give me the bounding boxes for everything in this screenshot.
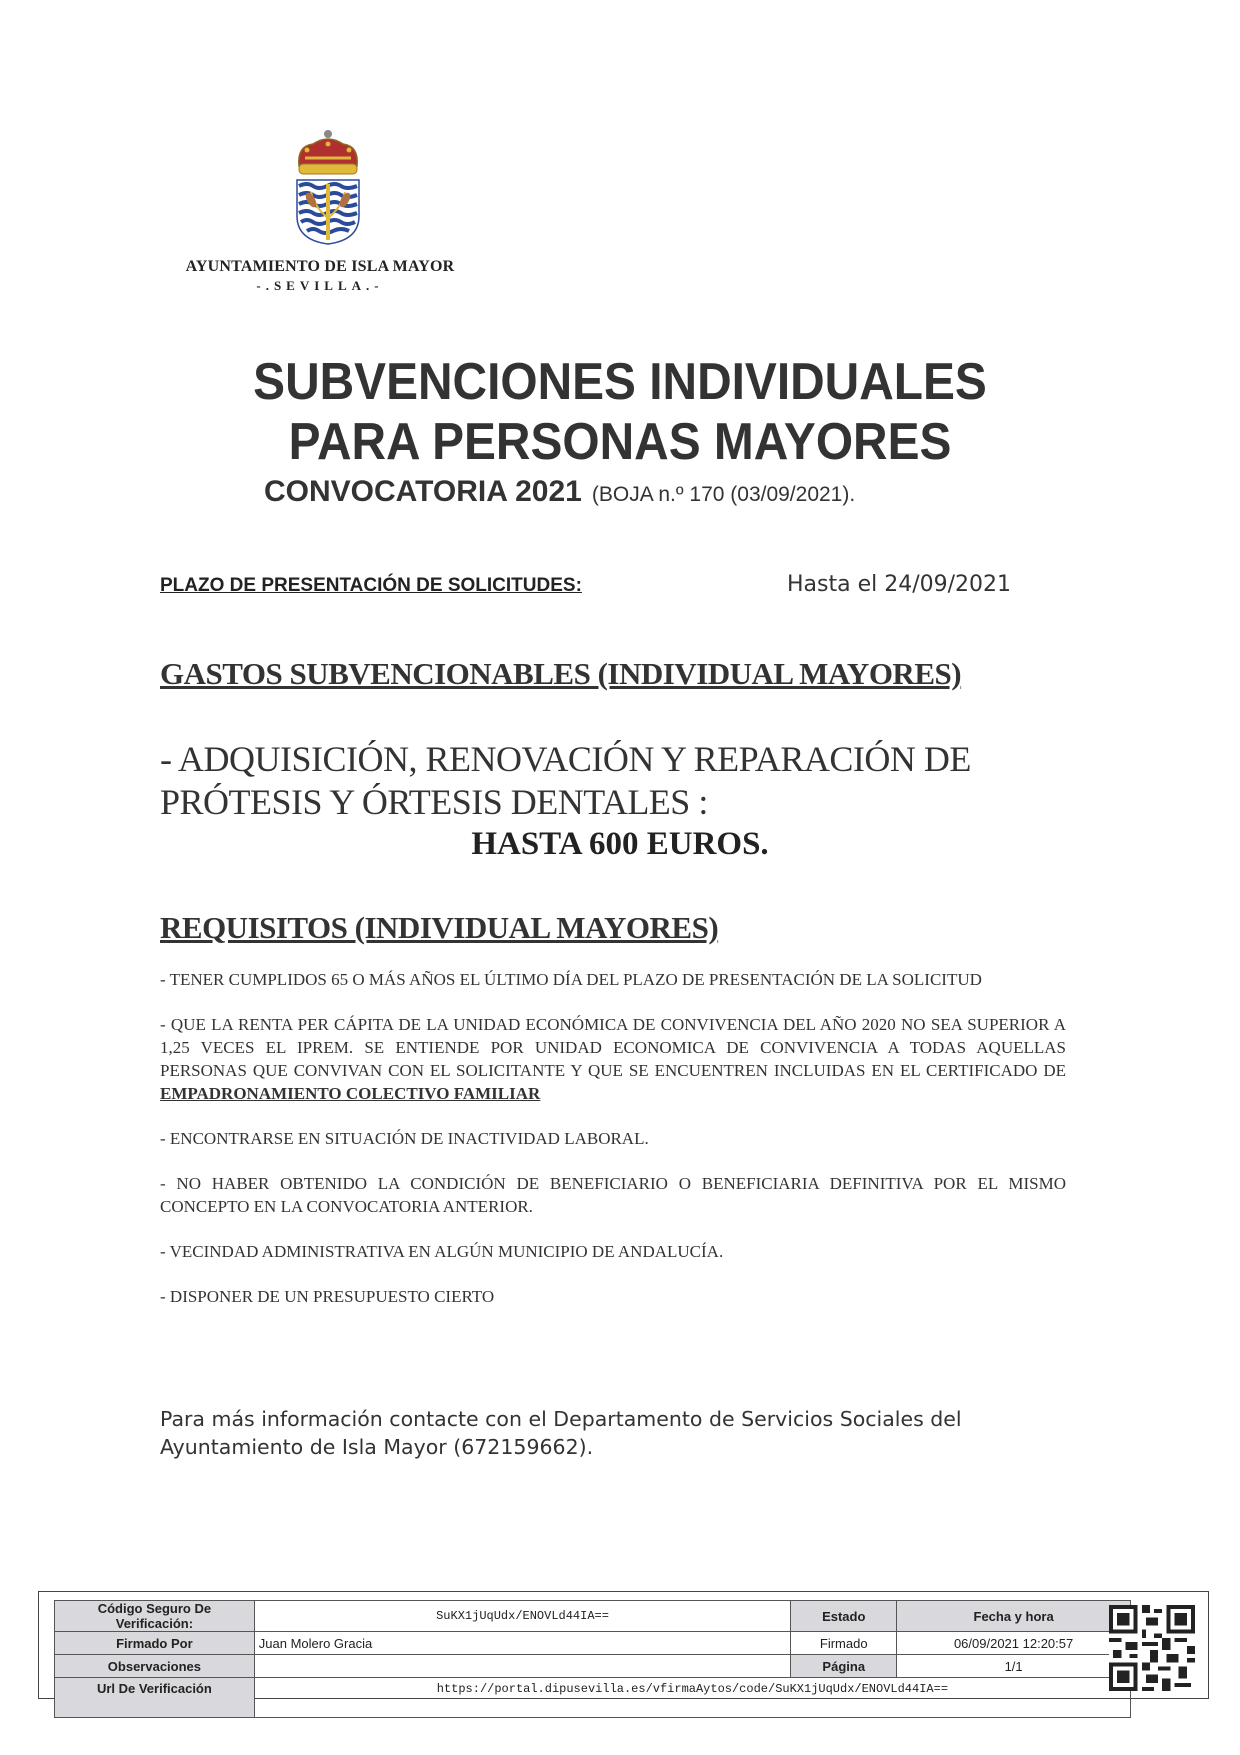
gastos-heading: GASTOS SUBVENCIONABLES (INDIVIDUAL MAYORES) — [160, 656, 962, 691]
url-value[interactable]: https://portal.dipusevilla.es/vfirmaAytos/code/SuKX1jUqUdx/ENOVLd44IA== — [254, 1678, 1130, 1718]
estado-label: Estado — [791, 1601, 897, 1632]
csv-label: Código Seguro De Verificación: — [55, 1601, 255, 1632]
observaciones-value — [254, 1655, 791, 1678]
observaciones-label: Observaciones — [55, 1655, 255, 1678]
requisito-item — [160, 1013, 1066, 1105]
coat-of-arms-icon — [293, 128, 363, 246]
gastos-amount: HASTA 600 EUROS. — [471, 826, 769, 862]
contact-info: Para más información contacte con el Departamento de Servicios Sociales del Ayuntamiento de Isla Mayor (672159662). — [160, 1407, 962, 1459]
estado-value: Firmado — [791, 1632, 897, 1655]
table-row — [55, 1601, 1131, 1632]
verification-table — [54, 1600, 1131, 1718]
url-label: Url De Verificación — [55, 1678, 255, 1718]
convocatoria-label: CONVOCATORIA 2021 — [264, 475, 582, 508]
fecha-value: 06/09/2021 12:20:57 — [897, 1632, 1131, 1655]
requisitos-heading: REQUISITOS (INDIVIDUAL MAYORES) — [160, 910, 719, 945]
requisito-item — [160, 1172, 1066, 1218]
table-row — [55, 1655, 1131, 1678]
pagina-value: 1/1 — [897, 1655, 1131, 1678]
requisito-text: - VECINDAD ADMINISTRATIVA EN ALGÚN MUNICIPIO DE ANDALUCÍA. — [160, 1242, 724, 1261]
csv-value: SuKX1jUqUdx/ENOVLd44IA== — [254, 1601, 791, 1632]
requisito-text: - ENCONTRARSE EN SITUACIÓN DE INACTIVIDAD LABORAL. — [160, 1129, 649, 1148]
gastos-item: - ADQUISICIÓN, RENOVACIÓN Y REPARACIÓN DE PRÓTESIS Y ÓRTESIS DENTALES : — [160, 739, 971, 822]
requisito-item — [160, 968, 1066, 991]
requisito-text: - TENER CUMPLIDOS 65 O MÁS AÑOS EL ÚLTIMO DÍA DEL PLAZO DE PRESENTACIÓN DE LA SOLICITUD — [160, 970, 982, 989]
firmado-por-value: Juan Molero Gracia — [254, 1632, 791, 1655]
table-row — [55, 1632, 1131, 1655]
verification-box — [38, 1591, 1209, 1699]
fecha-label: Fecha y hora — [897, 1601, 1131, 1632]
requisitos-list — [160, 968, 1066, 1330]
requisito-text: - NO HABER OBTENIDO LA CONDICIÓN DE BENEFICIARIO O BENEFICIARIA DEFINITIVA POR EL MISMO CONCEPTO EN LA CONVOCATORIA ANTERIOR. — [160, 1174, 1066, 1216]
pagina-label: Página — [791, 1655, 897, 1678]
firmado-por-label: Firmado Por — [55, 1632, 255, 1655]
requisito-item — [160, 1285, 1066, 1308]
subtitle — [264, 475, 855, 509]
plazo-value: Hasta el 24/09/2021 — [787, 572, 1012, 597]
requisito-text: - QUE LA RENTA PER CÁPITA DE LA UNIDAD ECONÓMICA DE CONVIVENCIA DEL AÑO 2020 NO SEA SUPERIOR A 1,25 VECES EL IPREM. SE ENTIENDE POR UNIDAD ECONOMICA DE CONVIVENCIA A TODAS AQUELLAS PERSONAS QUE CONVIVAN CON EL SOLICITANTE Y QUE SE ENCUENTREN INCLUIDAS EN EL CERTIFICADO DE — [160, 1015, 1066, 1080]
plazo-label: PLAZO DE PRESENTACIÓN DE SOLICITUDES: — [160, 575, 582, 596]
requisito-item — [160, 1240, 1066, 1263]
organization-city: -.SEVILLA.- — [256, 278, 384, 293]
qr-code-icon — [1109, 1605, 1195, 1691]
organization-name: AYUNTAMIENTO DE ISLA MAYOR — [185, 258, 455, 275]
boja-reference: (BOJA n.º 170 (03/09/2021). — [591, 483, 856, 506]
requisito-text: - DISPONER DE UN PRESUPUESTO CIERTO — [160, 1287, 495, 1306]
table-row — [55, 1678, 1131, 1718]
requisito-emphasis: EMPADRONAMIENTO COLECTIVO FAMILIAR — [160, 1084, 541, 1103]
document-title-line-1: SUBVENCIONES INDIVIDUALES — [253, 353, 987, 411]
document-title-line-2: PARA PERSONAS MAYORES — [288, 413, 952, 471]
requisito-item — [160, 1127, 1066, 1150]
